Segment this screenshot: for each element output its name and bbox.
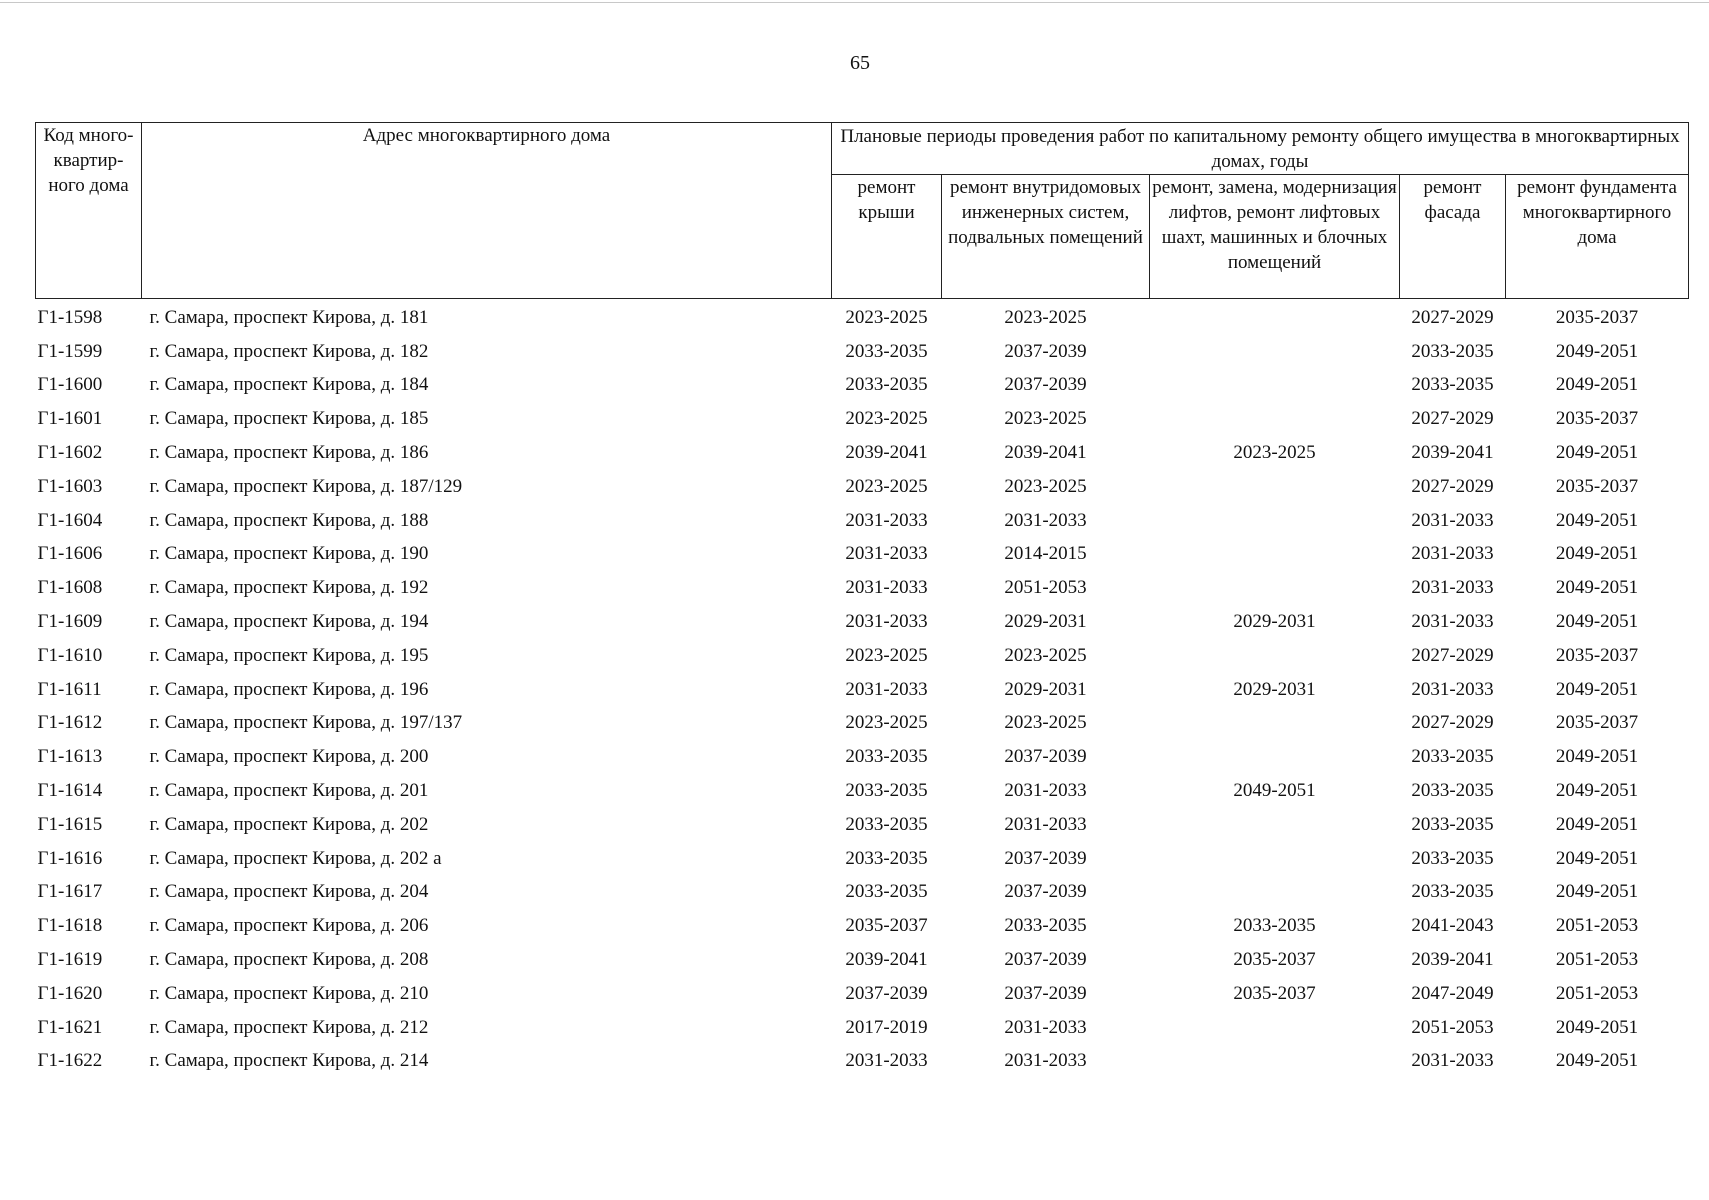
- cell-foundation: 2049-2051: [1555, 1016, 1639, 1038]
- table-row: [36, 605, 1689, 639]
- cell-facade: 2031-2033: [1411, 611, 1494, 633]
- cell-address: г. Самара, проспект Кирова, д. 201: [149, 780, 429, 802]
- cell-facade: 2031-2033: [1411, 577, 1494, 599]
- cell-elevators: [1150, 1045, 1400, 1079]
- cell-address: г. Самара, проспект Кирова, д. 204: [149, 881, 429, 903]
- cell-elevators: [1150, 538, 1400, 572]
- cell-facade: 2027-2029: [1411, 644, 1494, 666]
- table-row: [36, 1045, 1689, 1079]
- cell-elevators: [1150, 842, 1400, 876]
- cell-elevators: [1150, 808, 1400, 842]
- cell-address: г. Самара, проспект Кирова, д. 186: [149, 442, 429, 464]
- cell-systems: 2037-2039: [1004, 881, 1087, 903]
- cell-elevators: 2035-2037: [1233, 949, 1316, 971]
- cell-elevators: [1150, 639, 1400, 673]
- cell-facade: 2027-2029: [1411, 306, 1494, 328]
- cell-code: Г1-1616: [37, 847, 103, 869]
- cell-code: Г1-1608: [37, 577, 103, 599]
- cell-systems: 2037-2039: [1004, 982, 1087, 1004]
- cell-elevators: [1150, 876, 1400, 910]
- cell-roof: 2023-2025: [845, 306, 928, 328]
- cell-code: Г1-1612: [37, 712, 103, 734]
- cell-foundation: 2049-2051: [1555, 746, 1639, 768]
- cell-elevators: [1150, 571, 1400, 605]
- cell-roof: 2031-2033: [845, 611, 928, 633]
- cell-roof: 2031-2033: [845, 1050, 928, 1072]
- cell-roof: 2017-2019: [845, 1016, 928, 1038]
- cell-elevators: [1150, 335, 1400, 369]
- cell-code: Г1-1619: [37, 949, 103, 971]
- cell-systems: 2037-2039: [1004, 949, 1087, 971]
- cell-facade: 2039-2041: [1411, 949, 1494, 971]
- cell-foundation: 2049-2051: [1555, 509, 1639, 531]
- cell-address: г. Самара, проспект Кирова, д. 214: [149, 1050, 429, 1072]
- cell-foundation: 2051-2053: [1555, 982, 1639, 1004]
- cell-systems: 2039-2041: [1004, 442, 1087, 464]
- table-row: [36, 842, 1689, 876]
- cell-foundation: 2049-2051: [1555, 678, 1639, 700]
- cell-facade: 2039-2041: [1411, 442, 1494, 464]
- cell-address: г. Самара, проспект Кирова, д. 184: [149, 374, 429, 396]
- cell-address: г. Самара, проспект Кирова, д. 194: [149, 611, 429, 633]
- cell-roof: 2033-2035: [845, 847, 928, 869]
- cell-foundation: 2035-2037: [1555, 306, 1639, 328]
- cell-systems: 2029-2031: [1004, 611, 1087, 633]
- cell-systems: 2023-2025: [1004, 408, 1087, 430]
- cell-systems: 2031-2033: [1004, 1016, 1087, 1038]
- cell-address: г. Самара, проспект Кирова, д. 188: [149, 509, 429, 531]
- cell-foundation: 2049-2051: [1555, 340, 1639, 362]
- cell-address: г. Самара, проспект Кирова, д. 206: [149, 915, 429, 937]
- cell-facade: 2041-2043: [1411, 915, 1494, 937]
- cell-facade: 2033-2035: [1411, 780, 1494, 802]
- cell-foundation: 2051-2053: [1555, 949, 1639, 971]
- cell-elevators: [1150, 470, 1400, 504]
- cell-address: г. Самара, проспект Кирова, д. 210: [149, 982, 429, 1004]
- table-body: [36, 299, 1689, 1079]
- cell-roof: 2033-2035: [845, 746, 928, 768]
- cell-facade: 2033-2035: [1411, 340, 1494, 362]
- cell-systems: 2031-2033: [1004, 813, 1087, 835]
- table-row: [36, 504, 1689, 538]
- cell-foundation: 2035-2037: [1555, 475, 1639, 497]
- cell-systems: 2031-2033: [1004, 780, 1087, 802]
- cell-code: Г1-1598: [37, 306, 103, 328]
- cell-systems: 2051-2053: [1004, 577, 1087, 599]
- cell-facade: 2027-2029: [1411, 475, 1494, 497]
- header-systems: ремонт внутридомовых инженерных систем, подвальных помещений: [942, 175, 1150, 299]
- cell-facade: 2031-2033: [1411, 543, 1494, 565]
- cell-foundation: 2049-2051: [1555, 611, 1639, 633]
- cell-code: Г1-1599: [37, 340, 103, 362]
- header-foundation: ремонт фундамента многоквартирного дома: [1506, 175, 1689, 299]
- table-row: [36, 876, 1689, 910]
- cell-systems: 2023-2025: [1004, 475, 1087, 497]
- header-facade: ремонт фасада: [1400, 175, 1506, 299]
- cell-roof: 2033-2035: [845, 340, 928, 362]
- cell-facade: 2033-2035: [1411, 813, 1494, 835]
- cell-foundation: 2051-2053: [1555, 915, 1639, 937]
- table-row: [36, 402, 1689, 436]
- table-header: [36, 123, 1689, 299]
- cell-foundation: 2035-2037: [1555, 408, 1639, 430]
- cell-address: г. Самара, проспект Кирова, д. 182: [149, 340, 429, 362]
- cell-elevators: [1150, 299, 1400, 335]
- scan-edge-line: [0, 2, 1709, 3]
- cell-facade: 2033-2035: [1411, 374, 1494, 396]
- cell-facade: 2051-2053: [1411, 1016, 1494, 1038]
- cell-facade: 2031-2033: [1411, 1050, 1494, 1072]
- cell-facade: 2027-2029: [1411, 408, 1494, 430]
- cell-facade: 2047-2049: [1411, 982, 1494, 1004]
- cell-elevators: 2035-2037: [1233, 982, 1316, 1004]
- cell-roof: 2031-2033: [845, 509, 928, 531]
- cell-facade: 2033-2035: [1411, 746, 1494, 768]
- cell-code: Г1-1611: [37, 678, 102, 700]
- cell-roof: 2039-2041: [845, 442, 928, 464]
- cell-code: Г1-1620: [37, 982, 103, 1004]
- cell-foundation: 2049-2051: [1555, 881, 1639, 903]
- cell-elevators: [1150, 740, 1400, 774]
- cell-roof: 2033-2035: [845, 374, 928, 396]
- table-row: [36, 1011, 1689, 1045]
- cell-roof: 2023-2025: [845, 408, 928, 430]
- cell-code: Г1-1604: [37, 509, 103, 531]
- cell-facade: 2027-2029: [1411, 712, 1494, 734]
- cell-roof: 2033-2035: [845, 780, 928, 802]
- cell-facade: 2031-2033: [1411, 509, 1494, 531]
- cell-roof: 2037-2039: [845, 982, 928, 1004]
- table-row: [36, 470, 1689, 504]
- cell-roof: 2023-2025: [845, 712, 928, 734]
- cell-address: г. Самара, проспект Кирова, д. 202: [149, 813, 429, 835]
- cell-elevators: 2029-2031: [1233, 678, 1316, 700]
- header-code: Код много-квартир-ного дома: [36, 123, 142, 299]
- cell-address: г. Самара, проспект Кирова, д. 212: [149, 1016, 429, 1038]
- cell-systems: 2023-2025: [1004, 306, 1087, 328]
- cell-code: Г1-1617: [37, 881, 103, 903]
- header-planned-periods: Плановые периоды проведения работ по капитальному ремонту общего имущества в многоквартирных домах, годы: [832, 123, 1689, 175]
- header-row-top: [36, 123, 1689, 175]
- cell-address: г. Самара, проспект Кирова, д. 192: [149, 577, 429, 599]
- cell-code: Г1-1602: [37, 442, 103, 464]
- table-row: [36, 538, 1689, 572]
- table-row: [36, 639, 1689, 673]
- cell-address: г. Самара, проспект Кирова, д. 200: [149, 746, 429, 768]
- cell-address: г. Самара, проспект Кирова, д. 208: [149, 949, 429, 971]
- cell-systems: 2023-2025: [1004, 712, 1087, 734]
- cell-foundation: 2049-2051: [1555, 1050, 1639, 1072]
- cell-systems: 2023-2025: [1004, 644, 1087, 666]
- table-row: [36, 977, 1689, 1011]
- cell-systems: 2037-2039: [1004, 746, 1087, 768]
- cell-code: Г1-1613: [37, 746, 103, 768]
- repair-schedule-table: [35, 122, 1689, 1078]
- cell-elevators: 2023-2025: [1233, 442, 1316, 464]
- cell-elevators: [1150, 369, 1400, 403]
- cell-address: г. Самара, проспект Кирова, д. 197/137: [149, 712, 463, 734]
- header-roof: ремонт крыши: [832, 175, 942, 299]
- table-row: [36, 673, 1689, 707]
- cell-elevators: [1150, 402, 1400, 436]
- cell-elevators: [1150, 504, 1400, 538]
- cell-roof: 2035-2037: [845, 915, 928, 937]
- cell-systems: 2037-2039: [1004, 847, 1087, 869]
- cell-foundation: 2035-2037: [1555, 712, 1639, 734]
- cell-code: Г1-1600: [37, 374, 103, 396]
- header-address: Адрес многоквартирного дома: [142, 123, 832, 299]
- cell-code: Г1-1603: [37, 475, 103, 497]
- cell-roof: 2031-2033: [845, 577, 928, 599]
- cell-systems: 2031-2033: [1004, 509, 1087, 531]
- cell-address: г. Самара, проспект Кирова, д. 185: [149, 408, 429, 430]
- cell-roof: 2023-2025: [845, 644, 928, 666]
- cell-foundation: 2049-2051: [1555, 374, 1639, 396]
- cell-address: г. Самара, проспект Кирова, д. 181: [149, 306, 429, 328]
- cell-address: г. Самара, проспект Кирова, д. 190: [149, 543, 429, 565]
- cell-roof: 2033-2035: [845, 881, 928, 903]
- table-row: [36, 909, 1689, 943]
- cell-roof: 2031-2033: [845, 678, 928, 700]
- cell-code: Г1-1614: [37, 780, 103, 802]
- cell-elevators: 2029-2031: [1233, 611, 1316, 633]
- cell-foundation: 2049-2051: [1555, 780, 1639, 802]
- cell-systems: 2033-2035: [1004, 915, 1087, 937]
- cell-code: Г1-1601: [37, 408, 103, 430]
- cell-code: Г1-1615: [37, 813, 103, 835]
- table-row: [36, 571, 1689, 605]
- table-row: [36, 707, 1689, 741]
- cell-roof: 2023-2025: [845, 475, 928, 497]
- cell-code: Г1-1610: [37, 644, 103, 666]
- table-row: [36, 808, 1689, 842]
- cell-elevators: [1150, 1011, 1400, 1045]
- cell-foundation: 2049-2051: [1555, 543, 1639, 565]
- cell-address: г. Самара, проспект Кирова, д. 202 а: [149, 847, 442, 869]
- cell-code: Г1-1606: [37, 543, 103, 565]
- cell-systems: 2029-2031: [1004, 678, 1087, 700]
- page-number: 65: [850, 52, 870, 74]
- cell-elevators: 2033-2035: [1233, 915, 1316, 937]
- cell-code: Г1-1618: [37, 915, 103, 937]
- table-row: [36, 436, 1689, 470]
- cell-foundation: 2049-2051: [1555, 847, 1639, 869]
- cell-foundation: 2049-2051: [1555, 577, 1639, 599]
- cell-code: Г1-1621: [37, 1016, 103, 1038]
- table-row: [36, 943, 1689, 977]
- header-elevators: ремонт, замена, модернизация лифтов, ремонт лифтовых шахт, машинных и блочных помещений: [1150, 175, 1400, 299]
- table-row: [36, 369, 1689, 403]
- table-row: [36, 740, 1689, 774]
- cell-facade: 2033-2035: [1411, 847, 1494, 869]
- table-row: [36, 335, 1689, 369]
- cell-systems: 2031-2033: [1004, 1050, 1087, 1072]
- cell-code: Г1-1609: [37, 611, 103, 633]
- cell-systems: 2037-2039: [1004, 374, 1087, 396]
- cell-systems: 2014-2015: [1004, 543, 1087, 565]
- cell-facade: 2033-2035: [1411, 881, 1494, 903]
- cell-foundation: 2049-2051: [1555, 442, 1639, 464]
- table-row: [36, 299, 1689, 335]
- cell-address: г. Самара, проспект Кирова, д. 195: [149, 644, 429, 666]
- cell-roof: 2039-2041: [845, 949, 928, 971]
- cell-roof: 2033-2035: [845, 813, 928, 835]
- cell-facade: 2031-2033: [1411, 678, 1494, 700]
- table-row: [36, 774, 1689, 808]
- cell-code: Г1-1622: [37, 1050, 103, 1072]
- cell-elevators: 2049-2051: [1233, 780, 1316, 802]
- cell-roof: 2031-2033: [845, 543, 928, 565]
- cell-systems: 2037-2039: [1004, 340, 1087, 362]
- cell-foundation: 2049-2051: [1555, 813, 1639, 835]
- cell-foundation: 2035-2037: [1555, 644, 1639, 666]
- cell-elevators: [1150, 707, 1400, 741]
- cell-address: г. Самара, проспект Кирова, д. 187/129: [149, 475, 463, 497]
- cell-address: г. Самара, проспект Кирова, д. 196: [149, 678, 429, 700]
